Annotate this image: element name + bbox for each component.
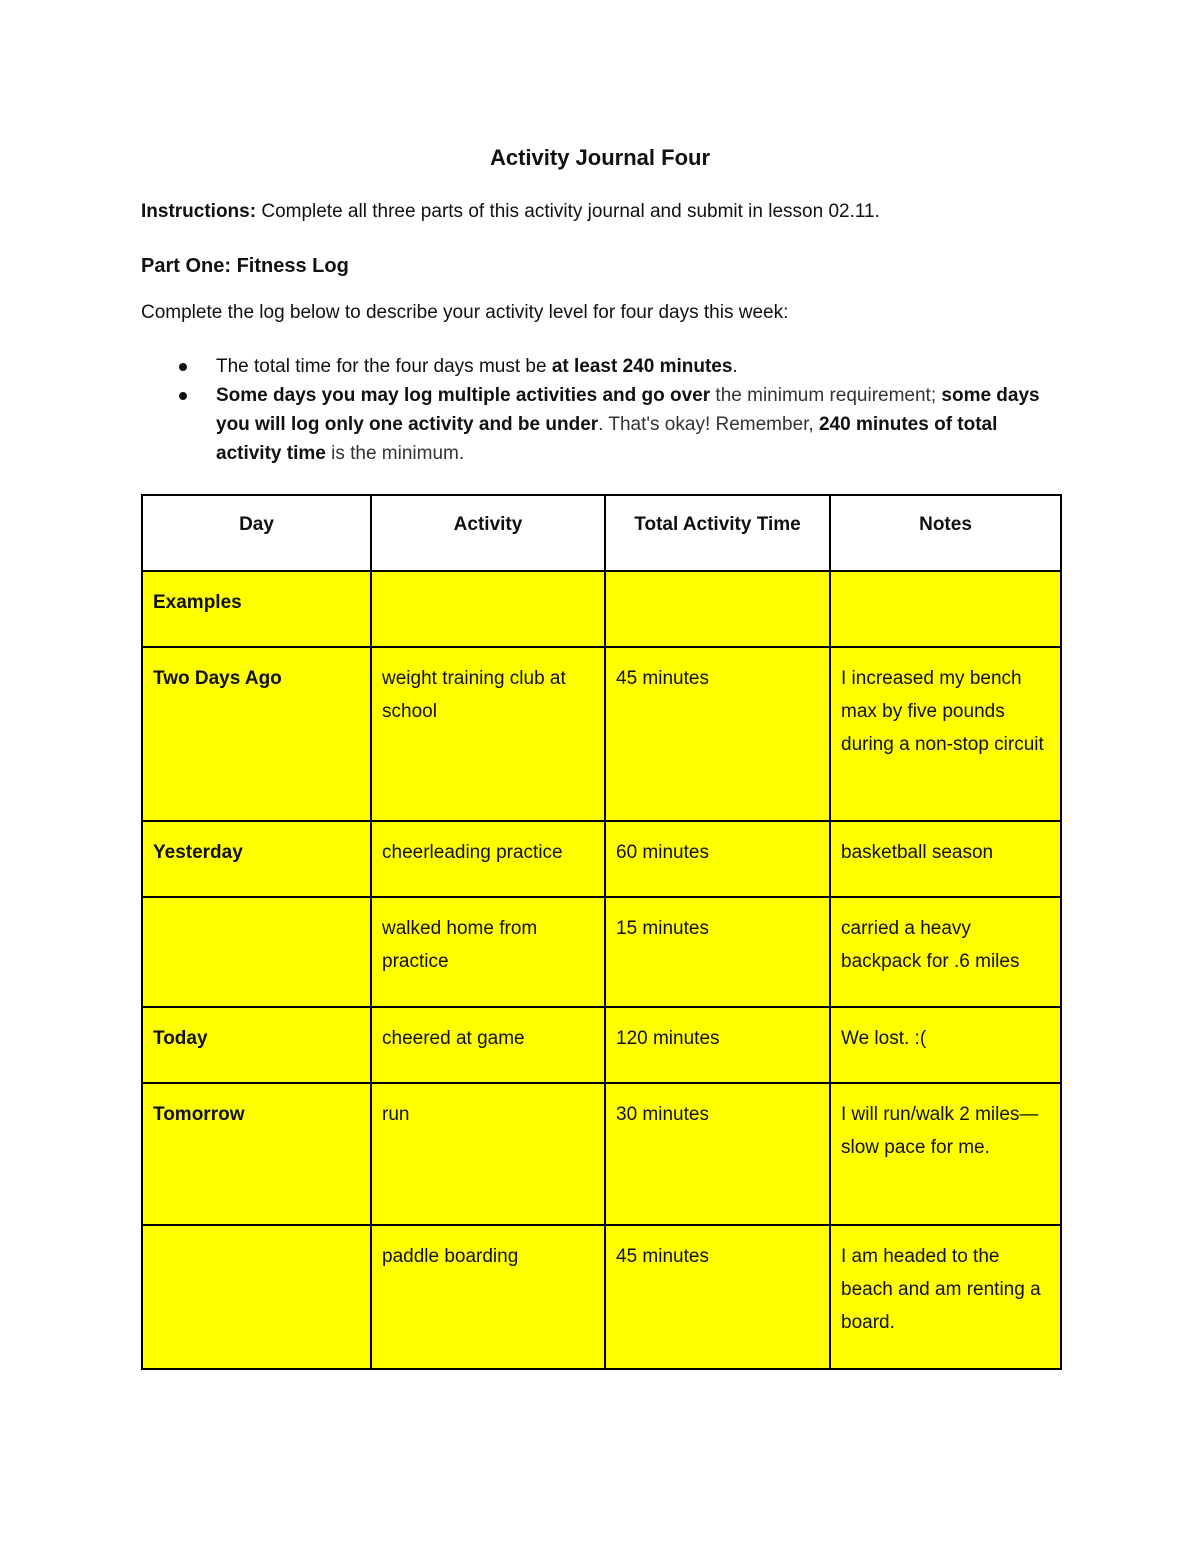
table-row xyxy=(142,1083,1061,1225)
intro-text: Complete the log below to describe your activity level for four days this week: xyxy=(141,302,789,323)
table-row xyxy=(142,897,1061,1007)
cell-activity: cheered at game xyxy=(371,1007,605,1083)
part-one-heading: Part One: Fitness Log xyxy=(141,255,349,277)
bullet2-bold2: some days you will log only one activity and be under xyxy=(216,385,1040,435)
cell-notes: I am headed to the beach and am renting a board. xyxy=(830,1225,1061,1369)
cell-day: Examples xyxy=(142,571,371,647)
cell-time: 120 minutes xyxy=(605,1007,830,1083)
cell-notes: carried a heavy backpack for .6 miles xyxy=(830,897,1061,1007)
table-header-row xyxy=(142,495,1061,571)
cell-notes xyxy=(830,571,1061,647)
cell-time: 30 minutes xyxy=(605,1083,830,1225)
cell-activity: weight training club at school xyxy=(371,647,605,821)
cell-day xyxy=(142,897,371,1007)
document-title: Activity Journal Four xyxy=(489,145,711,170)
instructions-paragraph xyxy=(141,201,1091,223)
cell-time: 15 minutes xyxy=(605,897,830,1007)
cell-day xyxy=(142,1225,371,1369)
requirement-item-total-time xyxy=(141,352,1041,381)
fitness-log-table xyxy=(141,494,1062,1370)
bullet2-bold3: 240 minutes of total activity time xyxy=(216,414,998,464)
cell-notes: basketball season xyxy=(830,821,1061,897)
cell-activity: run xyxy=(371,1083,605,1225)
header-notes: Notes xyxy=(830,495,1061,571)
table-row xyxy=(142,821,1061,897)
cell-day: Yesterday xyxy=(142,821,371,897)
table-row xyxy=(142,1225,1061,1369)
header-total-activity-time: Total Activity Time xyxy=(605,495,830,571)
instructions-text: Complete all three parts of this activity journal and submit in lesson 02.11. xyxy=(256,201,880,222)
bullet1-post: . xyxy=(732,356,738,377)
table-row xyxy=(142,647,1061,821)
bullet1-bold: at least 240 minutes xyxy=(551,356,733,377)
bullet1-pre: The total time for the four days must be xyxy=(216,356,552,377)
cell-time: 45 minutes xyxy=(605,1225,830,1369)
cell-activity: walked home from practice xyxy=(371,897,605,1007)
bullet2-bold1: Some days you may log multiple activities and go over xyxy=(216,385,711,406)
cell-activity xyxy=(371,571,605,647)
table-row xyxy=(142,1007,1061,1083)
cell-notes: I will run/walk 2 miles—slow pace for me. xyxy=(830,1083,1061,1225)
table-row xyxy=(142,571,1061,647)
bullet2-text3: is the minimum. xyxy=(325,443,465,464)
cell-day: Today xyxy=(142,1007,371,1083)
cell-activity: paddle boarding xyxy=(371,1225,605,1369)
cell-time xyxy=(605,571,830,647)
requirement-item-multiple-activities xyxy=(141,381,1041,468)
cell-day: Tomorrow xyxy=(142,1083,371,1225)
cell-notes: I increased my bench max by five pounds during a non-stop circuit xyxy=(830,647,1061,821)
cell-time: 45 minutes xyxy=(605,647,830,821)
header-day: Day xyxy=(142,495,371,571)
cell-day: Two Days Ago xyxy=(142,647,371,821)
cell-time: 60 minutes xyxy=(605,821,830,897)
cell-notes: We lost. :( xyxy=(830,1007,1061,1083)
instructions-label: Instructions: xyxy=(141,201,257,222)
bullet-icon xyxy=(179,363,187,371)
bullet2-text2: . That's okay! Remember, xyxy=(598,414,819,435)
bullet2-text1: the minimum requirement; xyxy=(710,385,942,406)
cell-activity: cheerleading practice xyxy=(371,821,605,897)
requirements-list xyxy=(141,352,1041,468)
header-activity: Activity xyxy=(371,495,605,571)
bullet-icon xyxy=(179,392,187,400)
